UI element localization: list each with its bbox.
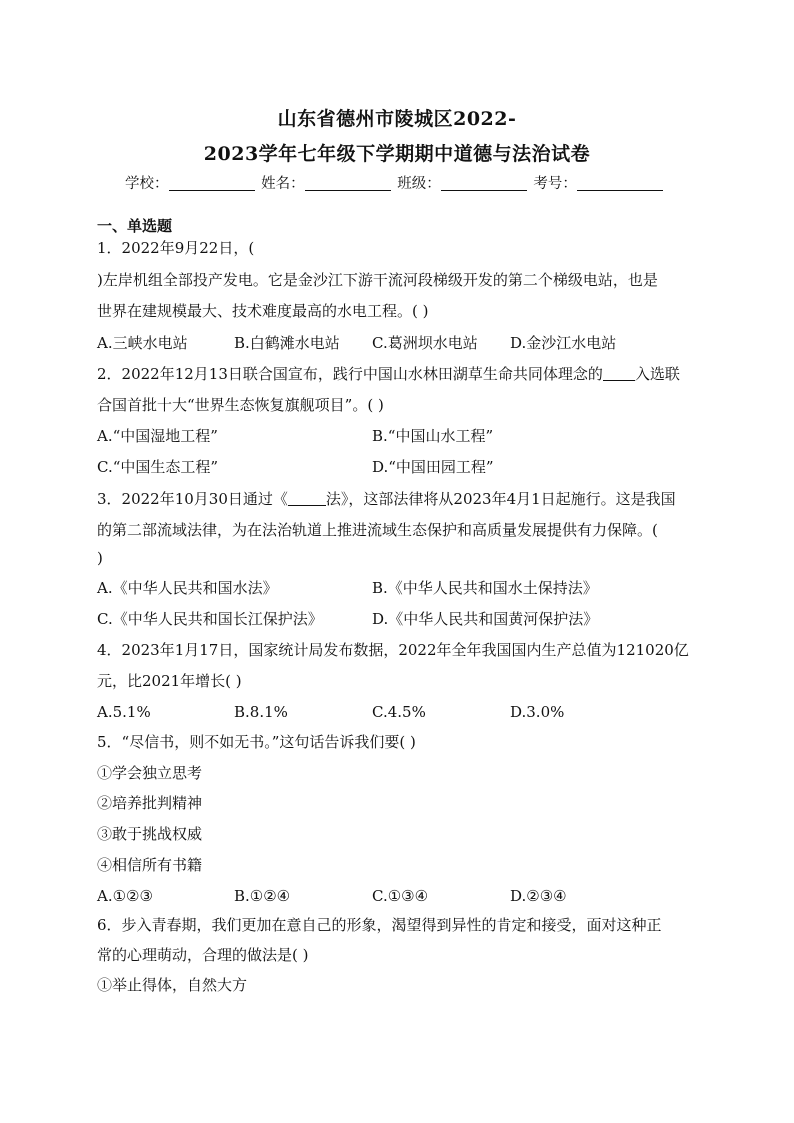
school-label: 学校： [125,176,169,192]
question-2-option-c[interactable]: C.“中国生态工程” [97,458,219,476]
question-2-option-b[interactable]: B.“中国山水工程” [372,427,494,445]
question-3-line-1 [97,489,676,509]
question-4-line-2: 元，比2021年增长( ) [97,672,242,690]
question-3-option-d[interactable]: D.《中华人民共和国黄河保护法》 [372,610,599,628]
question-3-option-b[interactable]: B.《中华人民共和国水土保持法》 [372,579,598,597]
question-3-text-b: 法》，这部法律将从2023年4月1日起施行。这是我国 [325,490,676,508]
question-6-line-2: 常的心理萌动，合理的做法是( ) [97,946,309,964]
question-1-line-2: )左岸机组全部投产发电。它是金沙江下游干流河段梯级开发的第二个梯级电站，也是 [97,271,658,289]
question-2-text-b: 入选联 [634,365,680,383]
question-1-option-a[interactable]: A.三峡水电站 [97,334,188,352]
class-blank[interactable] [441,176,527,191]
exam-number-label: 考号： [533,176,577,192]
question-5-option-d[interactable]: D.②③④ [510,887,567,905]
question-1-option-d[interactable]: D.金沙江水电站 [510,334,617,352]
question-4-option-d[interactable]: D.3.0% [510,703,565,721]
question-5-option-c[interactable]: C.①③④ [372,887,429,905]
question-3-blank[interactable] [288,491,326,506]
student-info-line [125,172,665,193]
question-3-option-c[interactable]: C.《中华人民共和国长江保护法》 [97,610,323,628]
name-blank[interactable] [305,176,391,191]
question-4-option-a[interactable]: A.5.1% [97,703,151,721]
question-3-line-2: 的第二部流域法律，为在法治轨道上推进流域生态保护和高质量发展提供有力保障。( [97,521,658,539]
question-2-option-d[interactable]: D.“中国田园工程” [372,458,494,476]
question-4-option-b[interactable]: B.8.1% [234,703,288,721]
question-5-statement-3: ③敢于挑战权威 [97,825,203,843]
question-6-line-1: 6．步入青春期，我们更加在意自己的形象，渴望得到异性的肯定和接受，面对这种正 [97,916,662,934]
question-1-line-3: 世界在建规模最大、技术难度最高的水电工程。( ) [97,302,429,320]
question-1-option-b[interactable]: B.白鹤滩水电站 [234,334,340,352]
exam-number-blank[interactable] [577,176,663,191]
question-6-statement-1: ①举止得体，自然大方 [97,976,248,994]
question-4-option-c[interactable]: C.4.5% [372,703,426,721]
exam-title-line-2: 2023学年七年级下学期期中道德与法治试卷 [203,143,591,165]
question-5-statement-1: ①学会独立思考 [97,764,203,782]
question-5-statement-4: ④相信所有书籍 [97,856,203,874]
question-5-line-1: 5．“尽信书，则不如无书。”这句话告诉我们要( ) [97,733,416,751]
question-1-line-1: 1．2022年9月22日，( [97,239,255,257]
question-5-option-b[interactable]: B.①②④ [234,887,291,905]
question-2-line-2: 合国首批十大“世界生态恢复旗舰项目”。( ) [97,396,384,414]
exam-title-line-1: 山东省德州市陵城区2022- [277,108,517,130]
question-5-option-a[interactable]: A.①②③ [97,887,153,905]
question-3-text-a: 3．2022年10月30日通过《 [97,490,288,508]
question-3-line-3: ) [97,549,103,567]
name-label: 姓名： [261,176,305,192]
question-2-line-1 [97,364,680,384]
class-label: 班级： [397,176,441,192]
school-blank[interactable] [169,176,255,191]
question-4-line-1: 4．2023年1月17日，国家统计局发布数据，2022年全年我国国内生产总值为121020亿 [97,641,689,659]
question-2-text-a: 2．2022年12月13日联合国宣布，践行中国山水林田湖草生命共同体理念的 [97,365,603,383]
question-2-option-a[interactable]: A.“中国湿地工程” [97,427,218,445]
section-heading: 一、单选题 [97,217,173,235]
question-1-option-c[interactable]: C.葛洲坝水电站 [372,334,478,352]
question-3-option-a[interactable]: A.《中华人民共和国水法》 [97,579,278,597]
question-5-statement-2: ②培养批判精神 [97,794,203,812]
question-2-blank[interactable] [603,366,635,381]
